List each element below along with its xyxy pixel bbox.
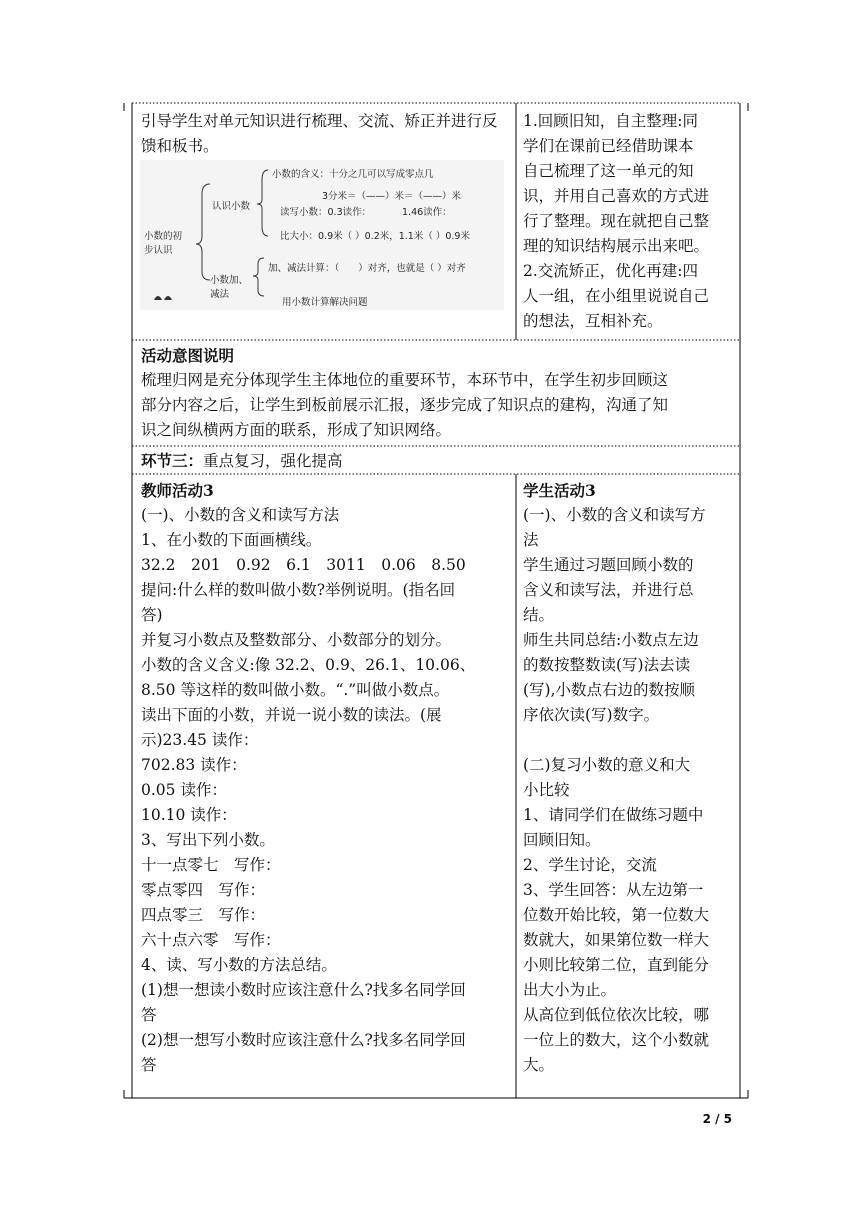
text-line: 大。: [523, 1056, 555, 1074]
diagram-root-line1: 小数的初: [144, 231, 183, 242]
text-line: 结。: [523, 606, 555, 624]
text-line: 十一点零七 写作：: [141, 856, 281, 874]
section3-header: [141, 448, 736, 474]
text-line: 序依次读(写)数字。: [523, 706, 660, 724]
board-intro-text: 引导学生对单元知识进行梳理、交流、矫正并进行反馈和板书。: [141, 112, 498, 155]
text-line: 四点零三 写作：: [141, 906, 266, 924]
text-line: 答): [141, 606, 163, 624]
text-line: 8.50 等这样的数叫做小数。“.”叫做小数点。: [141, 681, 450, 699]
diagram-add-sub-calc: 加、减法计算：（ ）对齐，也就是（ ）对齐: [268, 263, 466, 274]
text-line: 小数的含义含义:像 32.2、0.9、26.1、10.06、: [141, 656, 476, 674]
text-line: 从高位到低位依次比较，哪: [523, 1006, 710, 1024]
text-line: 识，并用自己喜欢的方式进: [523, 187, 710, 205]
diagram-branch-add-line1: 小数加、: [210, 275, 249, 286]
row1-right-text: [523, 109, 735, 334]
text-line: 读出下面的小数，并说一说小数的读法。(展: [141, 706, 442, 724]
text-line: 4、读、写小数的方法总结。: [141, 956, 337, 974]
diagram-read-146: 1.46读作：: [402, 207, 452, 218]
text-line: 部分内容之后，让学生到板前展示汇报，逐步完成了知识点的建构，沟通了知: [141, 396, 669, 414]
text-line: (写),小数点右边的数按顺: [523, 681, 696, 699]
text-line: 的想法，互相补充。: [523, 312, 663, 330]
text-line: 示)23.45 读作：: [141, 731, 259, 749]
text-line: 1、在小数的下面画横线。: [141, 531, 322, 549]
text-line: 一位上的数大，这个小数就: [523, 1031, 710, 1049]
text-line: 回顾旧知。: [523, 831, 601, 849]
text-line: 六十点六零 写作：: [141, 931, 281, 949]
teacher-activity: [141, 478, 511, 1078]
text-line: 法: [523, 531, 539, 549]
text-line: 梳理归网是充分体现学生主体地位的重要环节，本环节中，在学生初步回顾这: [141, 371, 669, 389]
text-line: 1.回顾旧知，自主整理:同: [523, 112, 699, 130]
diagram-root-line2: 步认识: [144, 245, 173, 256]
text-line: 小则比较第二位，直到能分: [523, 956, 710, 974]
text-line: 的数按整数读(写)法去读: [523, 656, 691, 674]
teacher-title: 教师活动3: [141, 481, 214, 500]
text-line: 10.10 读作：: [141, 806, 237, 824]
text-line: 3、学生回答：从左边第一: [523, 881, 704, 899]
section3-text: 重点复习，强化提高: [203, 452, 343, 470]
text-line: 0.05 读作：: [141, 781, 227, 799]
text-line: 小比较: [523, 781, 570, 799]
text-line: 出大小为止。: [523, 981, 617, 999]
blank-line: [523, 728, 735, 753]
diagram-decimeter: 3分米＝（——）米＝（——）米: [322, 191, 462, 202]
text-line: 识之间纵横两方面的联系，形成了知识网络。: [141, 421, 452, 439]
text-line: 答: [141, 1006, 157, 1024]
diagram-compare: 比大小：0.9米（ ）0.2米，1.1米（ ）0.9米: [280, 231, 470, 242]
row1-left-text: [141, 109, 509, 159]
text-line: 提问:什么样的数叫做小数?举例说明。(指名回: [141, 581, 456, 599]
text-line: 3、写出下列小数。: [141, 831, 275, 849]
text-line: 并复习小数点及整数部分、小数部分的划分。: [141, 631, 452, 649]
text-line: 行了整理。现在就把自己整: [523, 212, 710, 230]
student-title: 学生活动3: [523, 481, 596, 500]
text-line: 零点零四 写作：: [141, 881, 266, 899]
section3-label: 环节三：: [141, 451, 204, 470]
page-number: 2 / 5: [702, 1112, 732, 1126]
text-line: 师生共同总结:小数点左边: [523, 631, 699, 649]
text-line: 2.交流矫正，优化再建:四: [523, 262, 699, 280]
text-line: 学生通过习题回顾小数的: [523, 556, 694, 574]
text-line: 32.2 201 0.92 6.1 3011 0.06 8.50: [141, 556, 466, 574]
text-line: 学们在课前已经借助课本: [523, 137, 694, 155]
text-line: 人一组，在小组里说说自己: [523, 287, 710, 305]
text-line: 702.83 读作：: [141, 756, 247, 774]
text-line: (1)想一想读小数时应该注意什么?找多名同学回: [141, 981, 466, 999]
text-line: (一)、小数的含义和读写方: [523, 506, 706, 524]
diagram-solve-problem: 用小数计算解决问题: [282, 297, 368, 308]
text-line: 理的知识结构展示出来吧。: [523, 237, 710, 255]
student-activity: [523, 478, 735, 1078]
activity-intent: [141, 343, 736, 443]
text-line: 1、请同学们在做练习题中: [523, 806, 704, 824]
text-line: 位数开始比较，第一位数大: [523, 906, 710, 924]
text-line: 答: [141, 1056, 157, 1074]
text-line: (二)复习小数的意义和大: [523, 756, 691, 774]
text-line: 2、学生讨论，交流: [523, 856, 657, 874]
text-line: (2)想一想写小数时应该注意什么?找多名同学回: [141, 1031, 466, 1049]
text-line: 数就大，如果第位数一样大: [523, 931, 710, 949]
diagram-meaning: 小数的含义：十分之几可以写成零点几: [272, 169, 434, 180]
text-line: (一)、小数的含义和读写方法: [141, 506, 340, 524]
diagram-branch-add-line2: 减法: [210, 289, 230, 300]
text-line: 自己梳理了这一单元的知: [523, 162, 694, 180]
text-line: 含义和读写法，并进行总: [523, 581, 694, 599]
diagram-branch-recognize: 认识小数: [212, 201, 251, 212]
diagram-read-write: 读写小数：0.3读作：: [280, 207, 372, 218]
intent-title: 活动意图说明: [141, 346, 235, 365]
knowledge-diagram: [140, 160, 504, 310]
